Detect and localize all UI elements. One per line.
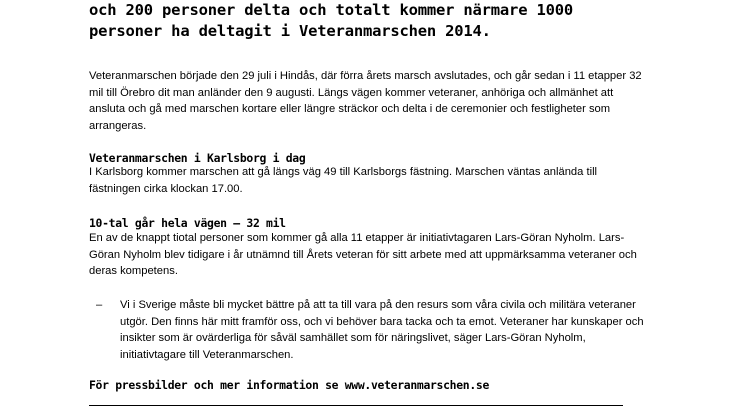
lead-heading: och 200 personer delta och totalt kommer närmare 1000 personer ha deltagit i Veteranmarschen 2014.	[89, 1, 573, 40]
karlsborg-paragraph: I Karlsborg kommer marschen att gå längs väg 49 till Karlsborgs fästning. Marschen väntas anlända till fästningen cirka klockan 17.00.	[89, 166, 598, 195]
hela-vagen-paragraph: En av de knappt tiotal personer som kommer gå alla 11 etapper är initiativtagaren Lars-Göran Nyholm. Lars-Göran Nyholm blev tidigare i år utnämnd till Årets veteran för sitt arbete med att uppmärksamma veteraner och deras kompetens.	[89, 232, 637, 278]
bottom-divider	[89, 405, 623, 406]
hela-vagen-heading: 10-tal går hela vägen – 32 mil	[89, 216, 286, 230]
karlsborg-heading: Veteranmarschen i Karlsborg i dag	[89, 151, 306, 165]
quote-text: Vi i Sverige måste bli mycket bättre på att ta till vara på den resurs som våra civila och militära veteraner utgör. Den finns här mitt framför oss, och vi behöver bara tacka och ta emot. Veteraner har kunskaper och insikter som är ovärderliga för såväl samhället som för näringslivet, säger Lars-Göran Nyholm, initiativtagare till Veteranmarschen.	[120, 299, 644, 361]
intro-paragraph: Veteranmarschen började den 29 juli i Hindås, där förra årets marsch avslutades, och går sedan i 11 etapper 32 mil till Örebro dit man anländer den 9 augusti. Längs vägen kommer veteraner, anhöriga och allmänhet att ansluta och gå med marschen kortare eller längre sträckor och delta i de ceremonier och festligheter som arrangeras.	[89, 70, 642, 132]
quote-dash: –	[96, 299, 103, 311]
press-line: För pressbilder och mer information se www.veteranmarschen.se	[89, 378, 490, 392]
